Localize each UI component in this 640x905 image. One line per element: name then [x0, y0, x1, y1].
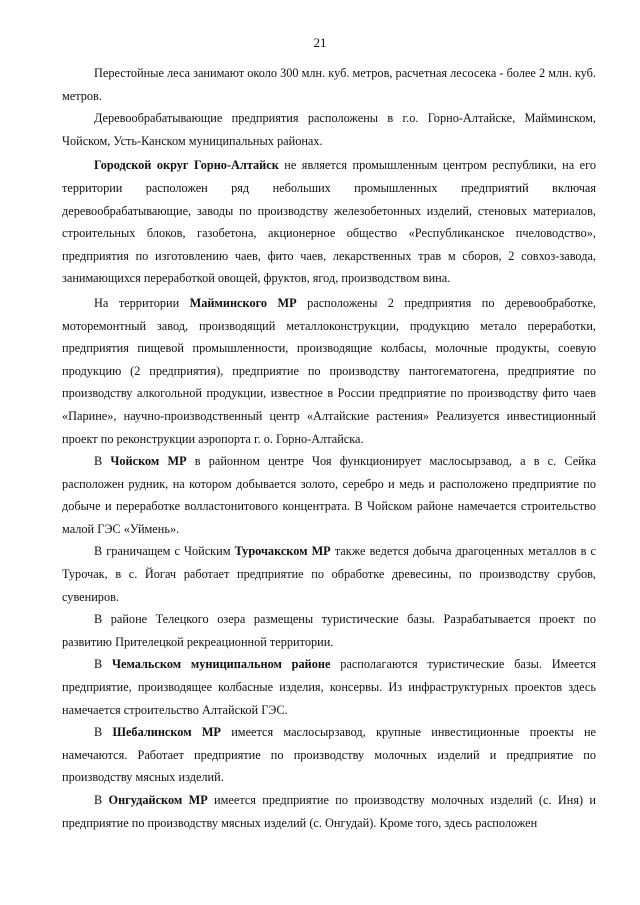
paragraph [62, 62, 596, 107]
paragraph-text: В районе Телецкого озера размещены туристические базы. Разрабатывается проект по развитию Прителецкой рекреационной территории. [62, 612, 596, 649]
paragraph [62, 292, 596, 450]
paragraph-text: также ведется добыча драгоценных металлов в с Турочак, в с. Йогач работает предприятие по обработке древесины, по производству срубов, сувениров. [62, 544, 596, 604]
document-body [62, 62, 596, 834]
paragraph-text: Деревообрабатывающие предприятия расположены в г.о. Горно-Алтайске, Майминском, Чойском, Усть-Канском муниципальных районах. [62, 111, 596, 148]
paragraph [62, 608, 596, 653]
paragraph-text: не является промышленным центром республики, на его территории расположен ряд небольших промышленных предприятий включая деревообрабатывающие, заводы по производству железобетонных изделий, стеновых материалов, строительных блоков, газобетона, акционерное общество «Республиканское пчеловодство», предприятия по изготовлению чаев, фито чаев, лекарственных трав м сборов, 2 совхоз-завода, занимающихся переработкой овощей, фруктов, ягод, производством вина. [62, 158, 596, 286]
paragraph-text: В граничащем с Чойским [94, 544, 235, 559]
paragraph [62, 653, 596, 721]
paragraph-text: имеется маслосырзавод, крупные инвестиционные проекты не намечаются. Работает предприятие по производству молочных изделий и предприятие по производству мясных изделий. [62, 725, 596, 785]
page-number: 21 [313, 35, 327, 50]
paragraph-text: В [94, 657, 112, 672]
paragraph-text: В [94, 725, 113, 740]
paragraph-text: Перестойные леса занимают около 300 млн. куб. метров, расчетная лесосека - более 2 млн. куб. метров. [62, 66, 596, 103]
bold-term: Онгудайском МР [108, 793, 208, 807]
paragraph [62, 721, 596, 789]
paragraph [62, 107, 596, 152]
paragraph-text: имеется предприятие по производству молочных изделий (с. Иня) и предприятие по производству мясных изделий (с. Онгудай). Кроме того, здесь расположен [62, 793, 596, 830]
bold-term: Шебалинском МР [112, 725, 221, 740]
bold-term: Чемальском муниципальном районе [112, 657, 331, 672]
bold-term: Городской округ Горно-Алтайск [94, 158, 279, 173]
paragraph [62, 789, 596, 834]
paragraph-text: В [94, 454, 111, 469]
bold-term: Чойском МР [110, 454, 187, 469]
paragraph-text: расположены 2 предприятия по деревообработке, моторемонтный завод, производящий металлоконструкции, продукцию метало переработки, предприятия пищевой промышленности, производящие колбасы, молочные продукты, соевую продукцию (2 предприятия), предприятие по производству пантогематогена, предприятие по производству алкогольной продукции, известное в России предприятие по производству фито чаев «Парине», научно-производственный центр «Алтайские растения» Реализуется инвестиционный проект по реконструкции аэропорта г. о. Горно-Алтайска. [62, 295, 596, 446]
paragraph-text: В [94, 793, 109, 807]
paragraph [62, 154, 596, 290]
paragraph-text: На территории [94, 295, 190, 310]
paragraph-text: в районном центре Чоя функционирует маслосырзавод, а в с. Сейка расположен рудник, на котором добывается золото, серебро и медь и расположено предприятие по добыче и переработке волластонитового концентрата. В Чойском районе намечается строительство малой ГЭС «Уймень». [62, 454, 597, 536]
bold-term: Майминского МР [189, 295, 297, 310]
bold-term: Турочакском МР [234, 544, 331, 559]
paragraph-text: располагаются туристические базы. Имеется предприятие, производящее колбасные изделия, консервы. Из инфраструктурных проектов здесь намечается строительство Алтайской ГЭС. [62, 657, 597, 717]
paragraph [62, 450, 596, 540]
paragraph [62, 540, 596, 608]
